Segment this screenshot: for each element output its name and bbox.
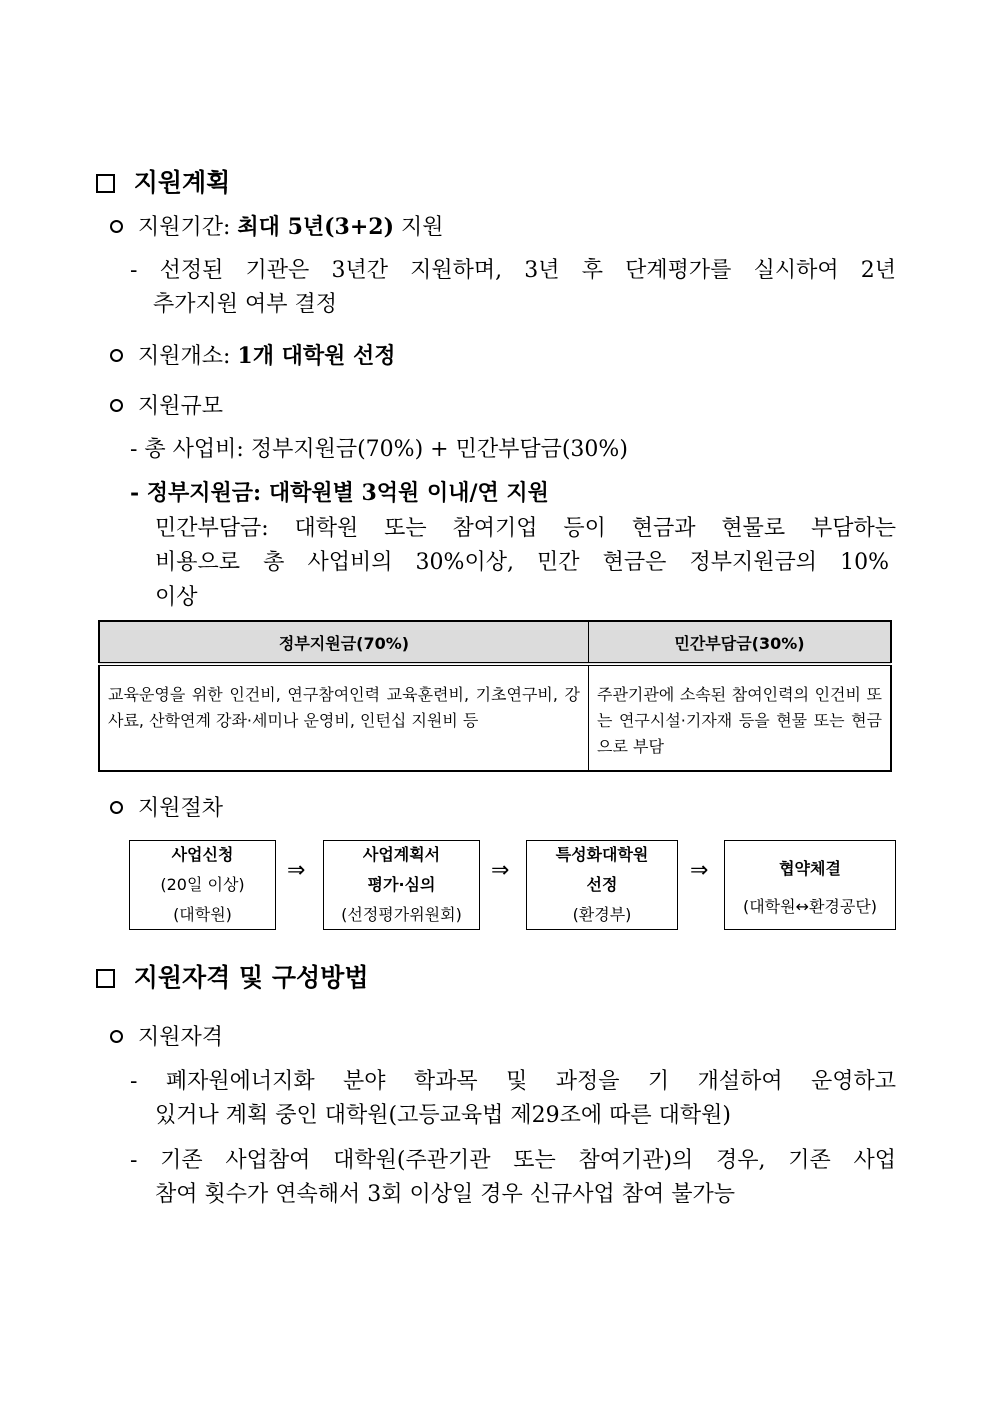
procedure-step-apply: 사업신청 (20일 이상) (대학원) (129, 840, 276, 930)
circle-bullet-icon (110, 399, 123, 412)
support-procedure: 지원절차 (110, 791, 223, 822)
table-header-private: 민간부담금(30%) (589, 621, 892, 664)
circle-bullet-icon (110, 801, 123, 814)
square-bullet-icon (96, 174, 115, 193)
scale-private-line3: 이상 (155, 585, 198, 610)
circle-bullet-icon (110, 220, 123, 233)
support-period: 지원기간: 최대 5년(3+2) 지원 (110, 210, 444, 241)
period-detail-line2: 추가지원 여부 결정 (153, 292, 338, 317)
procedure-step-select: 특성화대학원 선정 (환경부) (526, 840, 678, 930)
scale-total: - 총 사업비: 정부지원금(70%) + 민간부담금(30%) (130, 437, 628, 462)
procedure-arrow-icon: ⇒ (690, 858, 709, 883)
eligibility-item1-line2: 있거나 계획 중인 대학원(고등교육법 제29조에 따른 대학원) (155, 1103, 731, 1128)
table-cell-gov: 교육운영을 위한 인건비, 연구참여인력 교육훈련비, 기초연구비, 강사료, 산학연계 강좌·세미나 운영비, 인턴십 지원비 등 (99, 664, 589, 771)
section-heading-eligibility: 지원자격 및 구성방법 (96, 958, 368, 994)
eligibility-item2-line2: 참여 횟수가 연속해서 3회 이상일 경우 신규사업 참여 불가능 (155, 1182, 735, 1207)
procedure-step-agreement: 협약체결 (대학원↔환경공단) (724, 840, 896, 930)
table-header-gov: 정부지원금(70%) (99, 621, 589, 664)
eligibility-item2-line1: - 기존 사업참여 대학원(주관기관 또는 참여기관)의 경우, 기존 사업 (130, 1148, 896, 1173)
circle-bullet-icon (110, 349, 123, 362)
procedure-arrow-icon: ⇒ (287, 858, 306, 883)
section-heading-support-plan: 지원계획 (96, 163, 230, 199)
scale-private-line1: 민간부담금: 대학원 또는 참여기업 등이 현금과 현물로 부담하는 (155, 516, 896, 541)
support-scale: 지원규모 (110, 389, 223, 420)
procedure-arrow-icon: ⇒ (491, 858, 510, 883)
period-detail-line1: - 선정된 기관은 3년간 지원하며, 3년 후 단계평가를 실시하여 2년 (130, 258, 896, 283)
support-count: 지원개소: 1개 대학원 선정 (110, 339, 396, 370)
circle-bullet-icon (110, 1030, 123, 1043)
scale-private-line2: 비용으로 총 사업비의 30%이상, 민간 현금은 정부지원금의 10% (155, 550, 889, 575)
eligibility-item1-line1: - 폐자원에너지화 분야 학과목 및 과정을 기 개설하여 운영하고 (130, 1069, 896, 1094)
funding-table (98, 620, 892, 772)
scale-gov: - 정부지원금: 대학원별 3억원 이내/연 지원 (130, 480, 549, 506)
procedure-step-evaluate: 사업계획서 평가·심의 (선정평가위원회) (323, 840, 480, 930)
table-cell-private: 주관기관에 소속된 참여인력의 인건비 또는 연구시설·기자재 등을 현물 또는 현금으로 부담 (597, 685, 882, 756)
square-bullet-icon (96, 969, 115, 988)
eligibility: 지원자격 (110, 1020, 223, 1051)
